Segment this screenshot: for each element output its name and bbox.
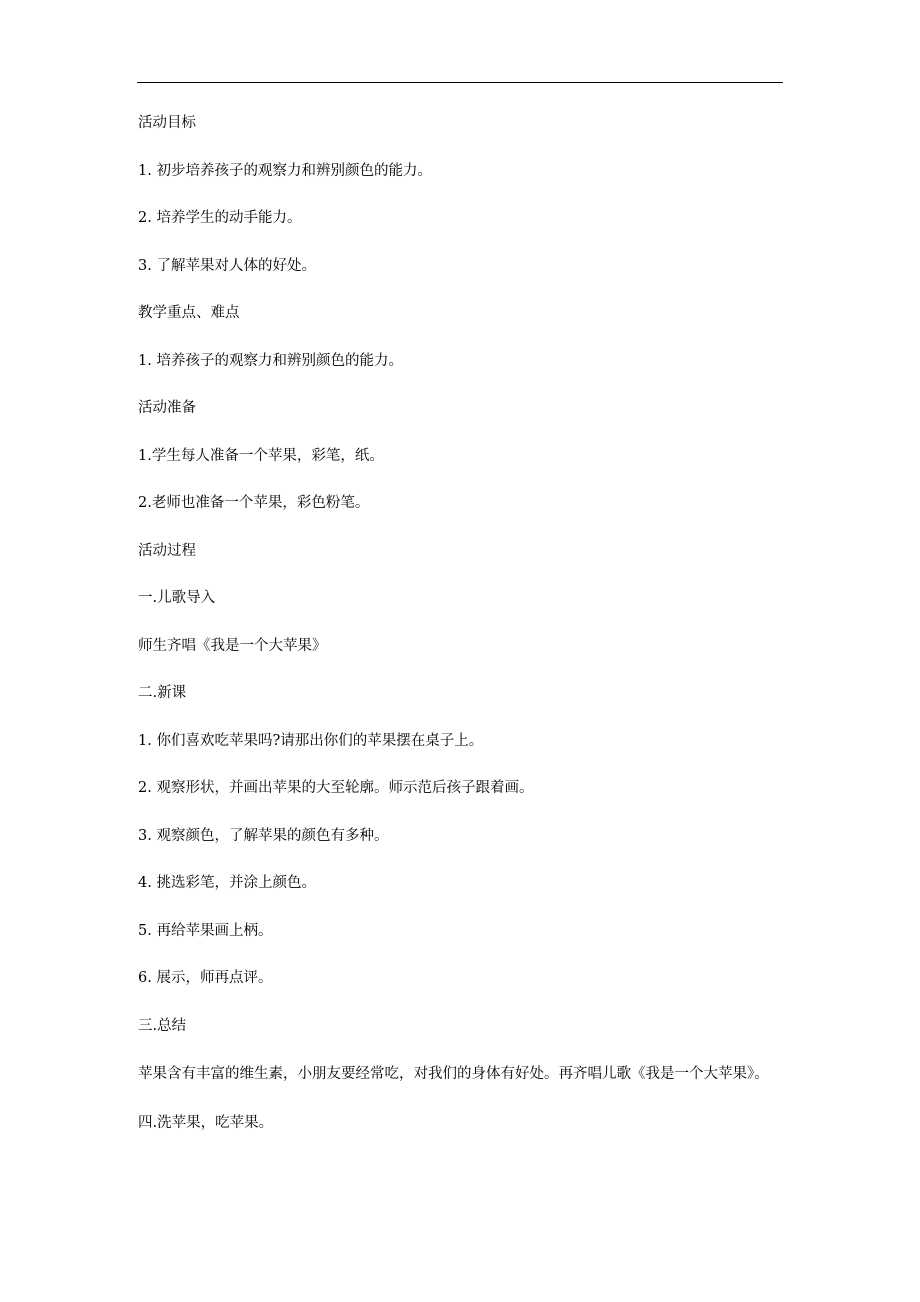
lesson-step-1: 1. 你们喜欢吃苹果吗?请那出你们的苹果摆在桌子上。: [138, 732, 484, 749]
lesson-step-6: 6. 展示，师再点评。: [138, 970, 273, 986]
heading-key-points: 教学重点、难点: [138, 305, 240, 321]
heading-process: 活动过程: [138, 542, 196, 559]
song-intro-text: 师生齐唱《我是一个大苹果》: [138, 637, 327, 654]
goal-item-1: 1. 初步培养孩子的观察力和辨别颜色的能力。: [138, 162, 432, 179]
section-song-intro: 一.儿歌导入: [138, 590, 216, 606]
preparation-item-2: 2.老师也准备一个苹果，彩色粉笔。: [138, 495, 370, 511]
lesson-step-3: 3. 观察颜色，了解苹果的颜色有多种。: [138, 827, 389, 844]
goal-item-3: 3. 了解苹果对人体的好处。: [138, 257, 316, 274]
heading-preparation: 活动准备: [138, 400, 196, 416]
header-rule: [137, 82, 783, 83]
section-summary: 三.总结: [138, 1017, 187, 1034]
lesson-step-4: 4. 挑选彩笔，并涂上颜色。: [138, 875, 316, 891]
lesson-step-5: 5. 再给苹果画上柄。: [138, 922, 273, 939]
section-wash-eat: 四.洗苹果，吃苹果。: [138, 1115, 274, 1131]
key-point-item-1: 1. 培养孩子的观察力和辨别颜色的能力。: [138, 352, 403, 369]
document-body: [138, 113, 784, 1161]
summary-paragraph: 苹果含有丰富的维生素，小朋友要经常吃，对我们的身体有好处。再齐唱儿歌《我是一个大苹果》。: [138, 1066, 769, 1082]
heading-activity-goals: 活动目标: [138, 115, 196, 131]
lesson-step-2: 2. 观察形状，并画出苹果的大至轮廓。师示范后孩子跟着画。: [138, 780, 534, 796]
section-new-lesson: 二.新课: [138, 685, 187, 701]
preparation-item-1: 1.学生每人准备一个苹果，彩笔，纸。: [138, 447, 384, 464]
goal-item-2: 2. 培养学生的动手能力。: [138, 210, 302, 226]
